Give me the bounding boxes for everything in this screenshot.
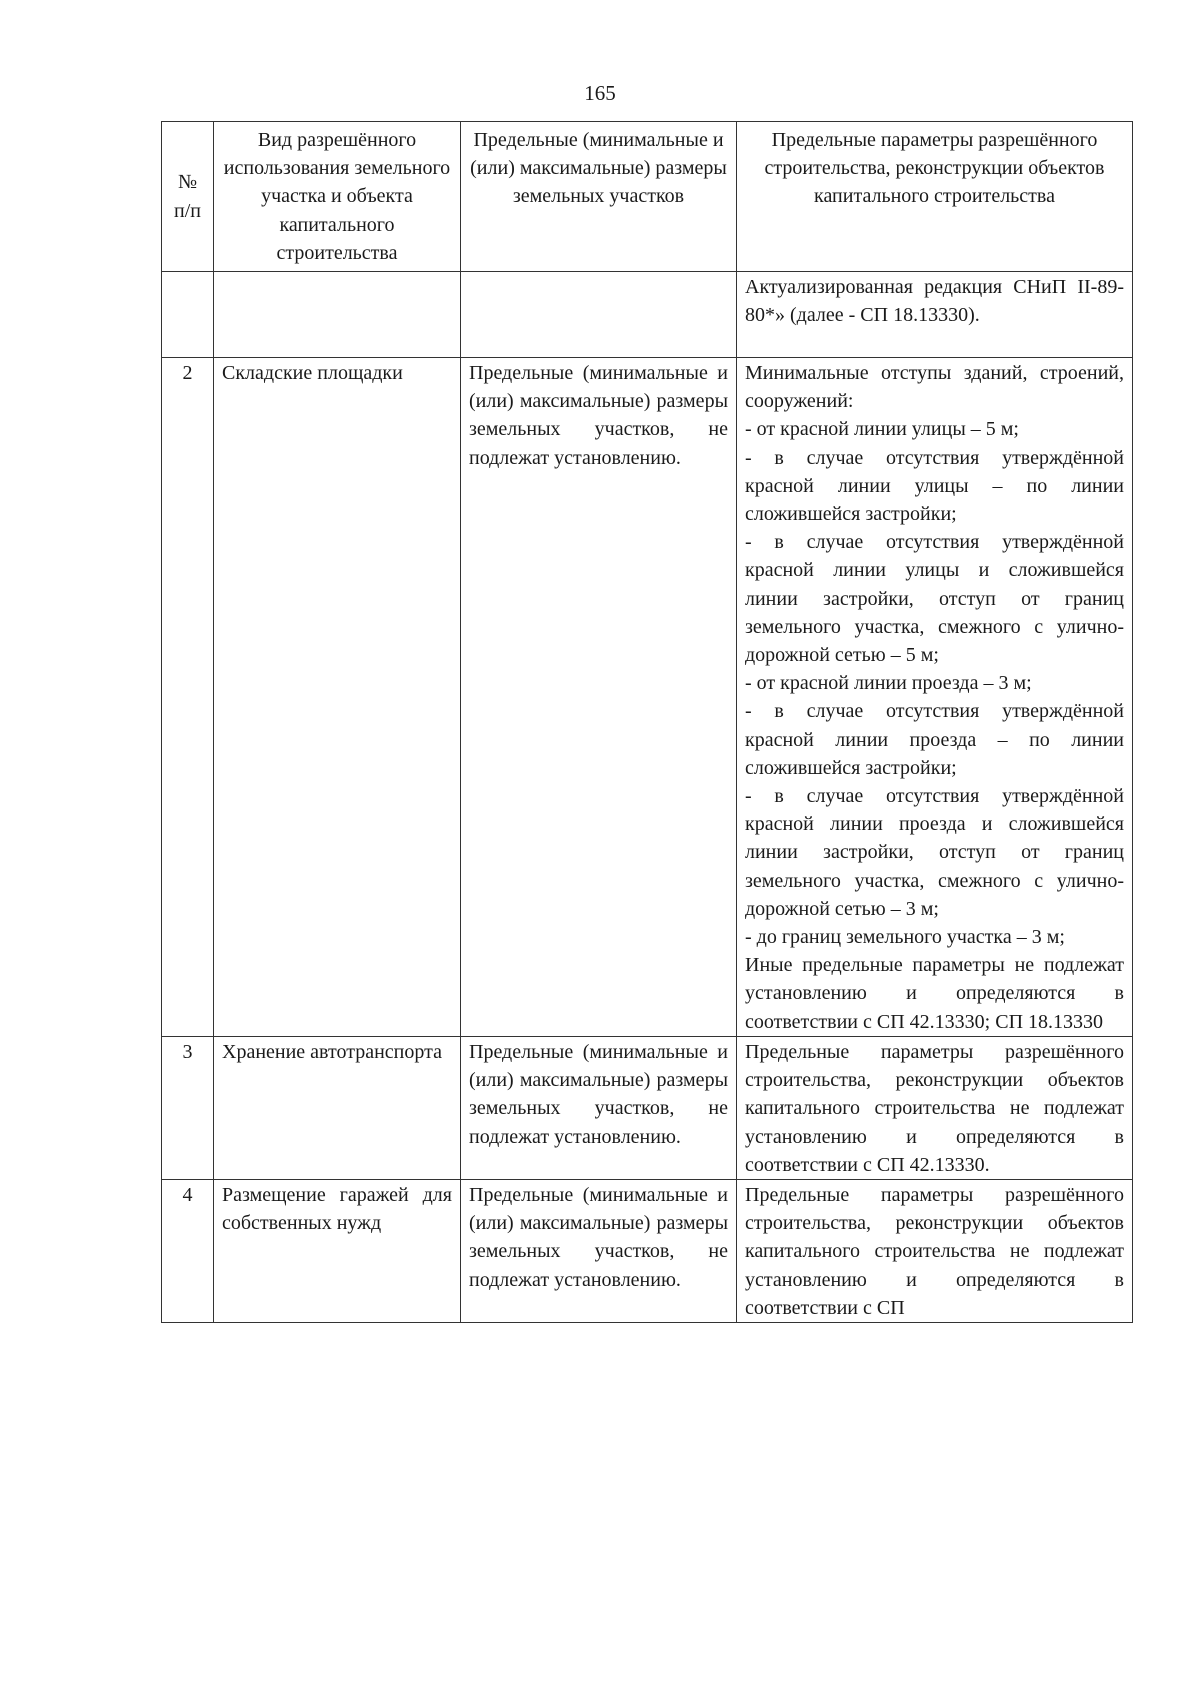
cell-use-type: Складские площадки xyxy=(214,358,461,1037)
header-num: № п/п xyxy=(162,122,214,272)
table-row xyxy=(162,358,1133,1037)
cell-use-type: Хранение автотранспорта xyxy=(214,1036,461,1179)
cell-num: 4 xyxy=(162,1179,214,1322)
param-paragraph: - в случае отсутствия утверждённой красной линии проезда – по линии сложившейся застройки; xyxy=(745,700,1124,779)
page-number: 165 xyxy=(584,81,616,105)
table-row xyxy=(162,272,1133,358)
param-paragraph: - в случае отсутствия утверждённой красной линии улицы и сложившейся линии застройки, отступ от границ земельного участка, смежного с улично-дорожной сетью – 5 м; xyxy=(745,531,1124,667)
land-use-table xyxy=(161,121,1133,1323)
param-paragraph: - до границ земельного участка – 3 м; xyxy=(745,926,1065,949)
table-row xyxy=(162,1179,1133,1322)
cell-build-params xyxy=(737,1036,1133,1179)
cell-build-params xyxy=(737,272,1133,358)
header-build-params: Предельные параметры разрешённого строительства, реконструкции объектов капитального строительства xyxy=(737,122,1133,272)
cell-num: 3 xyxy=(162,1036,214,1179)
param-paragraph: - в случае отсутствия утверждённой красной линии проезда и сложившейся линии застройки, отступ от границ земельного участка, смежного с улично-дорожной сетью – 3 м; xyxy=(745,785,1124,920)
cell-plot-size xyxy=(461,272,737,358)
cell-use-type xyxy=(214,272,461,358)
param-paragraph: - от красной линии проезда – 3 м; xyxy=(745,672,1032,695)
header-use-type: Вид разрешённого использования земельного участка и объекта капитального строительства xyxy=(214,122,461,272)
param-paragraph: Актуализированная редакция СНиП II-89-80*» (далее - СП 18.13330). xyxy=(745,276,1124,327)
cell-plot-size: Предельные (минимальные и (или) максимальные) размеры земельных участков, не подлежат установлению. xyxy=(461,1036,737,1179)
cell-use-type: Размещение гаражей для собственных нужд xyxy=(214,1179,461,1322)
cell-plot-size: Предельные (минимальные и (или) максимальные) размеры земельных участков, не подлежат установлению. xyxy=(461,358,737,1037)
cell-num: 2 xyxy=(162,358,214,1037)
cell-plot-size: Предельные (минимальные и (или) максимальные) размеры земельных участков, не подлежат установлению. xyxy=(461,1179,737,1322)
cell-build-params xyxy=(737,358,1133,1037)
cell-num xyxy=(162,272,214,358)
param-paragraph: Предельные параметры разрешённого строительства, реконструкции объектов капитального строительства не подлежат установлению и определяются в соответствии с СП xyxy=(745,1183,1124,1319)
table-row xyxy=(162,1036,1133,1179)
param-paragraph: Минимальные отступы зданий, строений, сооружений: xyxy=(745,362,1124,413)
cell-build-params xyxy=(737,1179,1133,1322)
param-paragraph: - от красной линии улицы – 5 м; xyxy=(745,418,1019,441)
param-paragraph: Предельные параметры разрешённого строительства, реконструкции объектов капитального строительства не подлежат установлению и определяются в соответствии с СП 42.13330. xyxy=(745,1040,1124,1176)
param-paragraph: - в случае отсутствия утверждённой красной линии улицы – по линии сложившейся застройки; xyxy=(745,446,1124,526)
param-paragraph: Иные предельные параметры не подлежат установлению и определяются в соответствии с СП 42.13330; СП 18.13330 xyxy=(745,954,1124,1033)
header-plot-size: Предельные (минимальные и (или) максимальные) размеры земельных участков xyxy=(461,122,737,272)
table-header-row xyxy=(162,122,1133,272)
